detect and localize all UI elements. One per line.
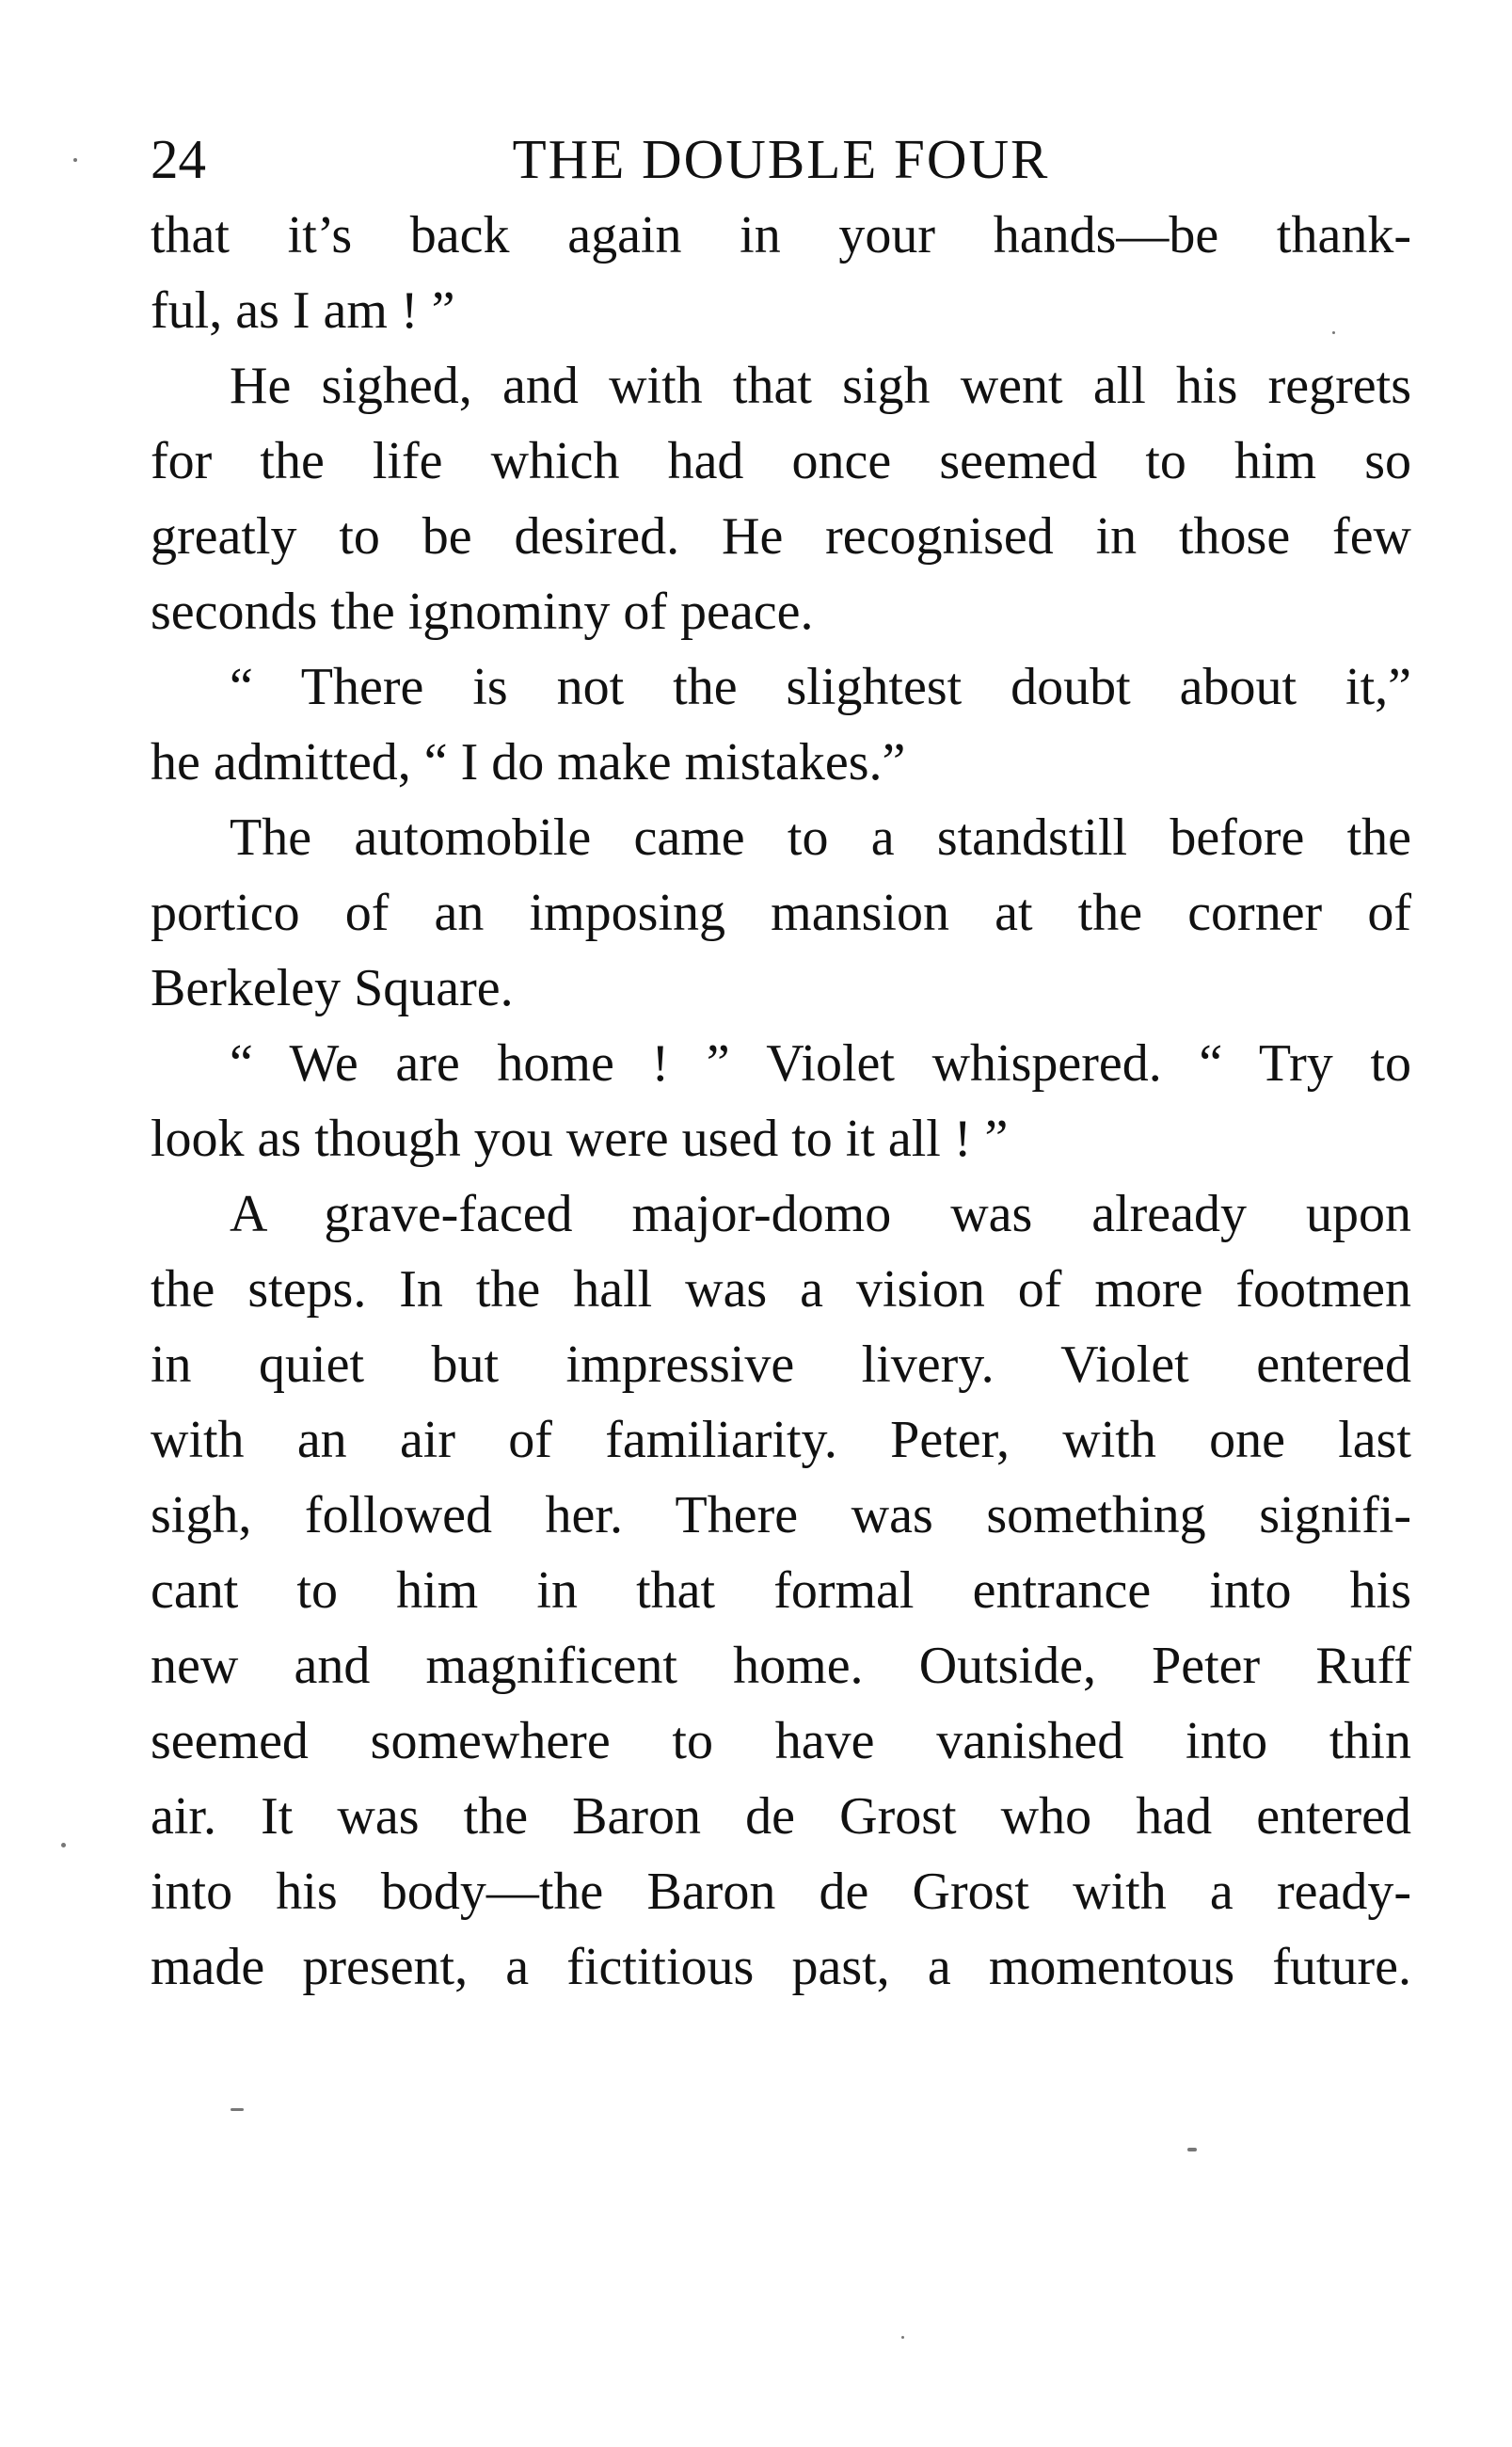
text-line: made present, a fictitious past, a momentous future. (151, 1938, 1411, 1996)
text-line: ful, as I am ! ” (151, 281, 455, 340)
text-line: “ We are home ! ” Violet whispered. “ Try to (230, 1034, 1411, 1093)
scan-speck (1187, 2148, 1197, 2151)
scan-speck (231, 2108, 244, 2111)
text-line: new and magnificent home. Outside, Peter Ruff (151, 1637, 1411, 1695)
text-line: cant to him in that formal entrance into his (151, 1561, 1411, 1620)
scan-speck (61, 1843, 66, 1847)
text-line: into his body—the Baron de Grost with a ready- (151, 1863, 1411, 1921)
text-line: greatly to be desired. He recognised in those few (151, 507, 1411, 566)
page-number: 24 (151, 128, 206, 190)
running-head (151, 120, 1411, 198)
scan-speck (901, 2336, 904, 2339)
running-title: THE DOUBLE FOUR (512, 128, 1050, 190)
text-line: he admitted, “ I do make mistakes.” (151, 733, 906, 792)
text-line: look as though you were used to it all ! ” (151, 1110, 1009, 1168)
text-line: with an air of familiarity. Peter, with one last (151, 1411, 1411, 1469)
body-text (151, 198, 1411, 2005)
scan-speck (73, 158, 77, 162)
text-line: that it’s back again in your hands—be thank- (151, 206, 1411, 264)
text-line: sigh, followed her. There was something signifi- (151, 1486, 1411, 1544)
text-line: seemed somewhere to have vanished into thin (151, 1712, 1411, 1770)
text-line: A grave-faced major-domo was already upon (230, 1185, 1411, 1243)
text-line: the steps. In the hall was a vision of more footmen (151, 1260, 1411, 1319)
text-line: portico of an imposing mansion at the corner of (151, 884, 1411, 942)
text-line: for the life which had once seemed to him so (151, 432, 1411, 490)
text-line: “ There is not the slightest doubt about it,” (230, 658, 1411, 716)
book-page (151, 120, 1411, 2005)
text-line: He sighed, and with that sigh went all his regrets (230, 357, 1411, 415)
text-line: in quiet but impressive livery. Violet entered (151, 1335, 1411, 1394)
text-line: air. It was the Baron de Grost who had entered (151, 1787, 1411, 1846)
scan-speck (1332, 331, 1335, 334)
text-line: Berkeley Square. (151, 959, 514, 1017)
text-line: seconds the ignominy of peace. (151, 583, 814, 641)
text-line: The automobile came to a standstill before the (230, 808, 1411, 867)
